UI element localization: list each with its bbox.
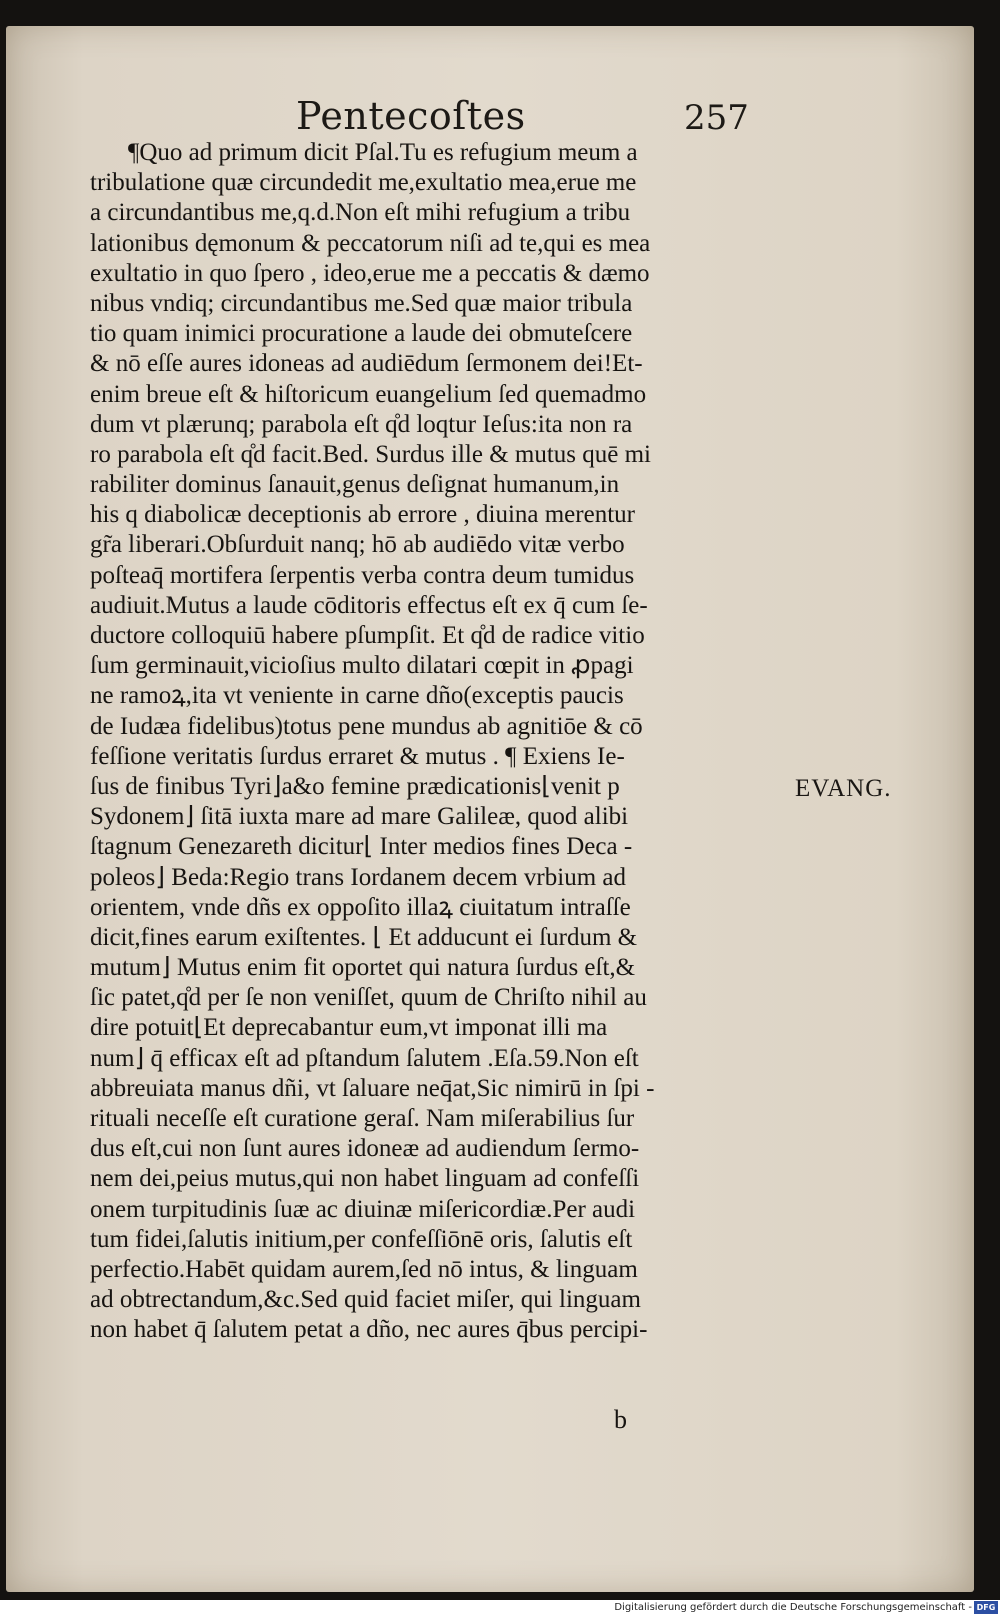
text-line: ſic patet,q̊d per ſe non veniſſet, quum de Chriſto nihil au — [90, 984, 647, 1012]
text-line: ſum germinauit,vicioſius multo dilatari cœpit in ꝓpagi — [90, 652, 634, 680]
text-line: dicit,fines earum exiſtentes. ⌊ Et adducunt ei ſurdum & — [90, 923, 638, 951]
text-line: tribulatione quæ circundedit me,exultatio mea,erue me — [90, 169, 637, 197]
text-line: mutum⌋ Mutus enim fit oportet qui natura ſurdus eſt,& — [90, 954, 636, 982]
page-header — [6, 84, 974, 144]
text-line: ¶Quo ad primum dicit Pſal.Tu es refugium meum a — [128, 139, 638, 166]
text-line: a circundantibus me,q.d.Non eſt mihi refugium a tribu — [90, 199, 631, 227]
text-line: abbreuiata manus dñi, vt ſaluare neq̄at,Sic nimirū in ſpi - — [90, 1074, 655, 1102]
text-line: & nō eſſe aures idoneas ad audiēdum ſermonem dei!Et- — [90, 350, 643, 378]
text-line: dire potuit⌊Et deprecabantur eum,vt imponat illi ma — [90, 1014, 608, 1042]
text-line: nibus vndiq; circundantibus me.Sed quæ maior tribula — [90, 289, 633, 317]
text-line: nem dei,peius mutus,qui non habet linguam ad confeſſi — [90, 1165, 640, 1193]
book-page — [6, 26, 974, 1592]
text-line: ro parabola eſt q̊d facit.Bed. Surdus ille & mutus quē mi — [90, 440, 651, 468]
text-line: enim breue eſt & hiſtoricum euangelium ſed quemadmo — [90, 380, 647, 408]
page-number: 257 — [684, 98, 749, 138]
text-line: non habet q̄ ſalutem petat a dño, nec aures q̄bus percipi- — [90, 1316, 648, 1344]
text-line: audiuit.Mutus a laude cōditoris effectus eſt ex q̄ cum ſe- — [90, 591, 648, 619]
text-line: dum vt plærunq; parabola eſt q̊d loqtur Ieſus:ita non ra — [90, 410, 633, 438]
text-line: poleos⌋ Beda:Regio trans Iordanem decem vrbium ad — [90, 863, 626, 891]
footer-credit: Digitalisierung gefördert durch die Deutsche Forschungsgemeinschaft - — [614, 1602, 972, 1613]
text-line: ductore colloquiū habere pſumpſit. Et q̊d de radice vitio — [90, 622, 645, 649]
text-line: feſſione veritatis ſurdus erraret & mutus . ¶ Exiens Ie- — [90, 742, 625, 770]
text-line: de Iudæa fidelibus)totus pene mundus ab agnitiōe & cō — [90, 712, 643, 740]
running-title: Pentecoſtes — [296, 94, 526, 138]
body-text — [90, 138, 790, 1346]
text-line: his q diabolicæ deceptionis ab errore , diuina merentur — [90, 501, 635, 529]
text-line: rabiliter dominus ſanauit,genus deſignat humanum,in — [90, 471, 620, 499]
text-line: Sydonem⌋ ſitā iuxta mare ad mare Galileæ, quod alibi — [90, 803, 629, 831]
text-line: tio quam inimici procuratione a laude dei obmuteſcere — [90, 320, 633, 348]
text-line: ad obtrectandum,&c.Sed quid faciet miſer, qui linguam — [90, 1286, 641, 1314]
text-line: lationibus dęmonum & peccatorum niſi ad te,qui es mea — [90, 229, 651, 257]
text-line: tum fidei,ſalutis initium,per confeſſiōnē oris, ſalutis eſt — [90, 1225, 633, 1253]
text-line: perfectio.Habēt quidam aurem,ſed nō intus, & linguam — [90, 1255, 638, 1283]
digitization-footer — [0, 1600, 1000, 1615]
text-line: ne ramoꝝ,ita vt veniente in carne dño(exceptis paucis — [90, 682, 624, 710]
margin-note: EVANG. — [795, 775, 892, 802]
text-line: poſteaq̄ mortifera ſerpentis verba contra deum tumidus — [90, 561, 635, 589]
text-line: exultatio in quo ſpero , ideo,erue me a peccatis & dæmo — [90, 259, 650, 287]
text-line: ſus de finibus Tyri⌋a&o femine prædicationis⌊venit p — [90, 772, 620, 800]
text-line: gr̃a liberari.Obſurduit nanq; hō ab audiēdo vitæ verbo — [90, 531, 625, 559]
text-line: num⌋ q̄ efficax eſt ad pſtandum ſalutem .Eſa.59.Non eſt — [90, 1044, 639, 1072]
catchword: b — [614, 1405, 627, 1434]
text-line: dus eſt,cui non ſunt aures idoneæ ad audiendum ſermo- — [90, 1135, 640, 1163]
dfg-logo: DFG — [974, 1601, 998, 1614]
text-line: onem turpitudinis ſuæ ac diuinæ miſericordiæ.Per audi — [90, 1195, 636, 1223]
text-line: ſtagnum Genezareth dicitur⌊ Inter medios fines Deca - — [90, 833, 633, 861]
text-line: rituali neceſſe eſt curatione geraſ. Nam miſerabilius ſur — [90, 1105, 635, 1132]
text-line: orientem, vnde dñs ex oppoſito illaꝝ ciuitatum intraſſe — [90, 893, 631, 921]
